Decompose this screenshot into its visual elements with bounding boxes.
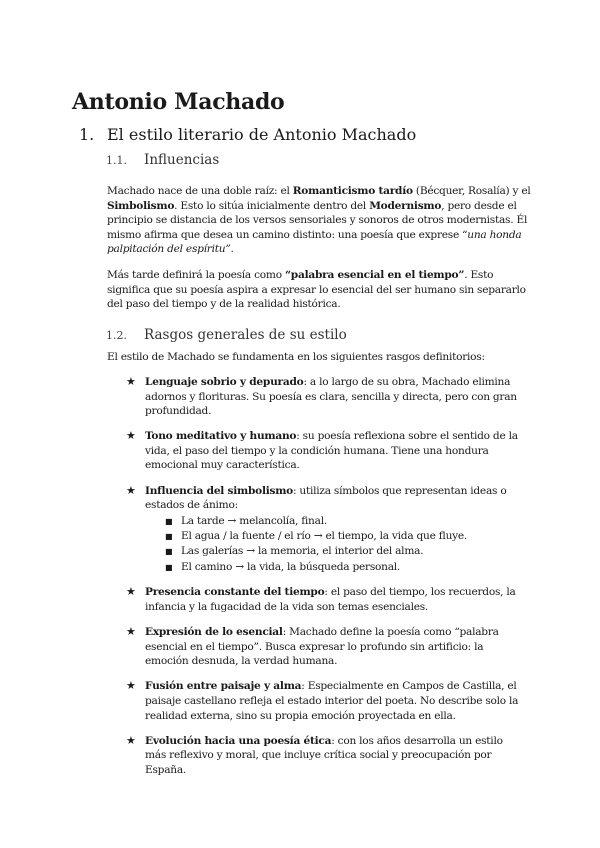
bullet-label: Lenguaje sobrio y depurado	[145, 376, 304, 388]
square-bullet-icon: ■	[165, 547, 173, 557]
list-item	[126, 625, 526, 669]
symbol-sublist	[145, 514, 526, 575]
subsection-title: Influencias	[144, 152, 220, 168]
paragraph-intro-rasgos: El estilo de Machado se fundamenta en los siguientes rasgos definitorios:	[107, 351, 485, 363]
star-bullet-icon: ★	[126, 429, 136, 443]
subsection-number: 1.2.	[106, 329, 127, 342]
square-bullet-icon: ■	[165, 532, 173, 542]
bullet-label: Fusión entre paisaje y alma	[145, 680, 302, 693]
sublist-item	[165, 544, 526, 559]
sublist-item	[165, 560, 526, 575]
square-bullet-icon: ■	[165, 516, 173, 526]
text-run: , pero desde el principio se distancia de los versos sensoriales y sonoros de otros modernistas. Él mismo afirma que desea un camino distinto: una poesía que exprese	[107, 199, 528, 241]
subsection-number: 1.1.	[106, 154, 127, 167]
text-run: Machado nace de una doble raíz: el	[107, 185, 293, 197]
bold-run: “palabra esencial en el tiempo”	[284, 269, 465, 281]
bullet-label: Tono meditativo y humano	[145, 430, 297, 443]
bullet-label: Presencia constante del tiempo	[145, 586, 325, 599]
star-bullet-icon: ★	[126, 733, 136, 747]
text-run: . Esto lo sitúa inicialmente dentro del	[174, 199, 370, 212]
text-run: .	[230, 243, 234, 256]
bold-run: Simbolismo	[107, 199, 175, 212]
section-number: 1.	[79, 125, 95, 144]
list-item	[126, 484, 526, 575]
star-bullet-icon: ★	[126, 679, 136, 693]
list-item	[126, 429, 526, 473]
sublist-item	[165, 514, 526, 529]
star-bullet-icon: ★	[126, 625, 136, 639]
sublist-item	[165, 529, 526, 544]
list-item	[126, 375, 526, 419]
bullet-text: : el paso del tiempo, los recuerdos, la infancia y la fugacidad de la vida son temas esenciales.	[145, 586, 516, 614]
bullet-text: : Especialmente en Campos de Castilla, el paisaje castellano refleja el estado interior del poeta. No describe solo la realidad externa, sino su propia emoción proyectada en ella.	[145, 680, 519, 722]
bullet-label: Evolución hacia una poesía ética	[145, 734, 332, 747]
bullet-text: : con los años desarrolla un estilo más reflexivo y moral, que incluye crítica social y preocupación por España.	[145, 734, 503, 776]
sublist-text: El camino → la vida, la búsqueda personal.	[181, 560, 401, 573]
text-run: . Esto significa que su poesía aspira a expresar lo esencial del ser humano sin separarlo del paso del tiempo y de la realidad histórica.	[107, 269, 526, 311]
list-item	[126, 734, 526, 778]
subsection-title: Rasgos generales de su estilo	[144, 327, 347, 343]
sublist-text: El agua / la fuente / el río → el tiempo, la vida que fluye.	[181, 530, 468, 543]
bold-run: Romanticismo tardío	[292, 185, 413, 197]
bullet-text: : utiliza símbolos que representan ideas o estados de ánimo:	[145, 484, 507, 512]
document-title: Antonio Machado	[72, 89, 285, 115]
text-run: (Bécquer, Rosalía) y el	[412, 185, 531, 197]
list-item	[126, 679, 526, 723]
italic-quote: “una honda palpitación del espíritu”	[107, 228, 522, 256]
rasgos-list	[126, 375, 526, 788]
sublist-text: Las galerías → la memoria, el interior del alma.	[181, 545, 424, 558]
bullet-label: Influencia del simbolismo	[145, 484, 293, 497]
bullet-label: Expresión de lo esencial	[145, 626, 283, 639]
subsection-heading-influencias	[106, 152, 219, 168]
paragraph-influencias	[107, 184, 532, 257]
paragraph-palabra-esencial	[107, 268, 532, 312]
bullet-text: : su poesía reflexiona sobre el sentido de la vida, el paso del tiempo y la condición humana. Tiene una hondura emocional muy característica.	[145, 430, 518, 472]
text-run: Más tarde definirá la poesía como	[107, 269, 285, 281]
section-title: El estilo literario de Antonio Machado	[107, 125, 417, 144]
bullet-text: : a lo largo de su obra, Machado elimina adornos y florituras. Su poesía es clara, sencilla y directa, pero con gran profundidad.	[145, 376, 517, 418]
square-bullet-icon: ■	[165, 562, 173, 572]
bold-run: Modernismo	[369, 199, 442, 212]
star-bullet-icon: ★	[126, 585, 136, 599]
bullet-text: : Machado define la poesía como “palabra esencial en el tiempo”. Busca expresar lo profundo sin artificio: la emoción desnuda, la verdad humana.	[145, 626, 499, 668]
star-bullet-icon: ★	[126, 375, 136, 388]
list-item	[126, 585, 526, 614]
sublist-text: La tarde → melancolía, final.	[181, 514, 327, 527]
section-heading-1	[79, 125, 416, 144]
subsection-heading-rasgos	[106, 327, 347, 343]
star-bullet-icon: ★	[126, 483, 136, 497]
